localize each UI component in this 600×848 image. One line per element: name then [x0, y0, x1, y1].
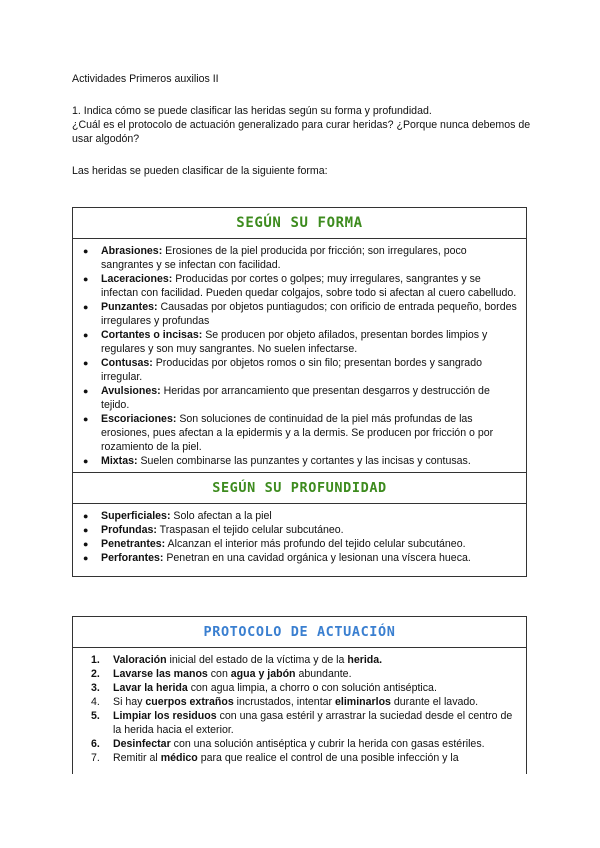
item-text: Causadas por objetos puntiagudos; con orificio de entrada pequeño, bordes irregulares y profundas [101, 301, 517, 327]
list-item [83, 454, 518, 468]
item-term: Desinfectar [113, 738, 171, 750]
item-text: Alcanzan el interior más profundo del tejido celular subcutáneo. [165, 538, 466, 550]
question-line-2: ¿Cuál es el protocolo de actuación generalizado para curar heridas? ¿Porque nunca debemos de usar algodón? [72, 119, 531, 145]
item-term: Lavarse las manos [113, 668, 208, 680]
item-text: con [207, 668, 231, 680]
item-term: Perforantes: [101, 552, 164, 564]
item-term: Avulsiones: [101, 385, 161, 397]
bullet-icon: ● [83, 456, 89, 466]
list-item [91, 709, 518, 737]
item-text: inicial del estado de la víctima y de la [166, 654, 348, 666]
item-text: Se producen por objeto afilados, presentan bordes limpios y regulares y son muy sangrantes. No suelen infectarse. [101, 329, 488, 355]
forma-heading: SEGÚN SU FORMA [73, 208, 526, 239]
profundidad-heading: SEGÚN SU PROFUNDIDAD [73, 472, 526, 504]
item-text: Penetran en una cavidad orgánica y lesionan una víscera hueca. [163, 552, 471, 564]
list-item [91, 695, 518, 709]
item-text: Son soluciones de continuidad de la piel más profundas de las erosiones, pues afectan a la epidermis y a la dermis. Se producen por fricción o por rozamiento de la piel. [101, 413, 494, 453]
item-term: Contusas: [101, 357, 153, 369]
intro-text: Las heridas se pueden clasificar de la siguiente forma: [72, 165, 328, 177]
item-text: Producidas por cortes o golpes; muy irregulares, sangrantes y se infectan con facilidad. Pueden quedar colgajos, sobre todo si afectan al cuero cabelludo. [101, 273, 517, 299]
item-number: 6. [91, 738, 100, 750]
list-item [91, 681, 518, 695]
item-term: Mixtas: [101, 455, 138, 467]
list-item [83, 537, 518, 551]
item-text: abundante. [295, 668, 352, 680]
item-number: 5. [91, 710, 100, 722]
item-text: para que realice el control de una posible infección y la [197, 752, 459, 764]
bullet-icon: ● [83, 539, 89, 549]
item-term: Escoriaciones: [101, 413, 177, 425]
item-term: médico [160, 752, 198, 764]
item-text: durante el lavado. [390, 696, 479, 708]
item-number: 4. [91, 696, 100, 708]
item-text: Suelen combinarse las punzantes y cortantes y las incisas y contusas. [137, 455, 471, 467]
bullet-icon: ● [83, 246, 89, 256]
bullet-icon: ● [83, 302, 89, 312]
list-item [83, 328, 518, 356]
item-number: 7. [91, 752, 100, 764]
item-term: Punzantes: [101, 301, 158, 313]
item-term: Profundas: [101, 524, 157, 536]
bullet-icon: ● [83, 414, 89, 424]
item-text: Solo afectan a la piel [170, 510, 272, 522]
list-item [83, 384, 518, 412]
item-term: Abrasiones: [101, 245, 163, 257]
item-text: incrustados, intentar [233, 696, 336, 708]
forma-list [73, 239, 526, 472]
item-number: 1. [91, 654, 100, 666]
item-text: Producidas por objetos romos o sin filo; presentan bordes y sangrado irregular. [101, 357, 482, 383]
bullet-icon: ● [83, 525, 89, 535]
item-text: con una gasa estéril y arrastrar la suciedad desde el centro de la herida hacia el exterior. [113, 710, 513, 736]
list-item [83, 356, 518, 384]
item-term: Penetrantes: [101, 538, 166, 550]
question-line-1: 1. Indica cómo se puede clasificar las heridas según su forma y profundidad. [72, 105, 432, 117]
item-term: Lavar la herida [113, 682, 188, 694]
list-item [83, 412, 518, 454]
item-text: con una solución antiséptica y cubrir la herida con gasas estériles. [170, 738, 485, 750]
item-term: Valoración [113, 654, 167, 666]
list-item [91, 653, 518, 667]
list-item [83, 244, 518, 272]
item-term: cuerpos extraños [145, 696, 234, 708]
item-text: Si hay [113, 696, 146, 708]
item-number: 2. [91, 668, 100, 680]
item-number: 3. [91, 682, 100, 694]
page-title: Actividades Primeros auxilios II [72, 73, 219, 85]
list-item [83, 300, 518, 328]
item-term: Cortantes o incisas: [101, 329, 203, 341]
bullet-icon: ● [83, 386, 89, 396]
bullet-icon: ● [83, 358, 89, 368]
item-text: Heridas por arrancamiento que presentan desgarros y destrucción de tejido. [101, 385, 490, 411]
question [72, 104, 532, 146]
bullet-icon: ● [83, 274, 89, 284]
item-term: eliminarlos [335, 696, 391, 708]
protocolo-heading: PROTOCOLO DE ACTUACIÓN [73, 617, 526, 648]
classification-table [72, 207, 527, 577]
list-item [91, 737, 518, 751]
protocolo-list [73, 648, 526, 765]
item-term: agua y jabón [230, 668, 296, 680]
item-text: Remitir al [113, 752, 161, 764]
list-item [83, 509, 518, 523]
bullet-icon: ● [83, 330, 89, 340]
list-item [83, 523, 518, 537]
item-term: Superficiales: [101, 510, 171, 522]
item-text: con agua limpia, a chorro o con solución antiséptica. [187, 682, 437, 694]
item-term: herida. [347, 654, 383, 666]
list-item [91, 667, 518, 681]
bullet-icon: ● [83, 511, 89, 521]
item-term: Limpiar los residuos [113, 710, 217, 722]
protocol-table [72, 616, 527, 774]
item-text: Erosiones de la piel producida por fricción; son irregulares, poco sangrantes y se infectan con facilidad. [101, 245, 467, 271]
bullet-icon: ● [83, 553, 89, 563]
list-item [83, 272, 518, 300]
profundidad-list [73, 504, 526, 569]
list-item [83, 551, 518, 565]
list-item [91, 751, 518, 765]
item-term: Laceraciones: [101, 273, 173, 285]
item-text: Traspasan el tejido celular subcutáneo. [156, 524, 344, 536]
